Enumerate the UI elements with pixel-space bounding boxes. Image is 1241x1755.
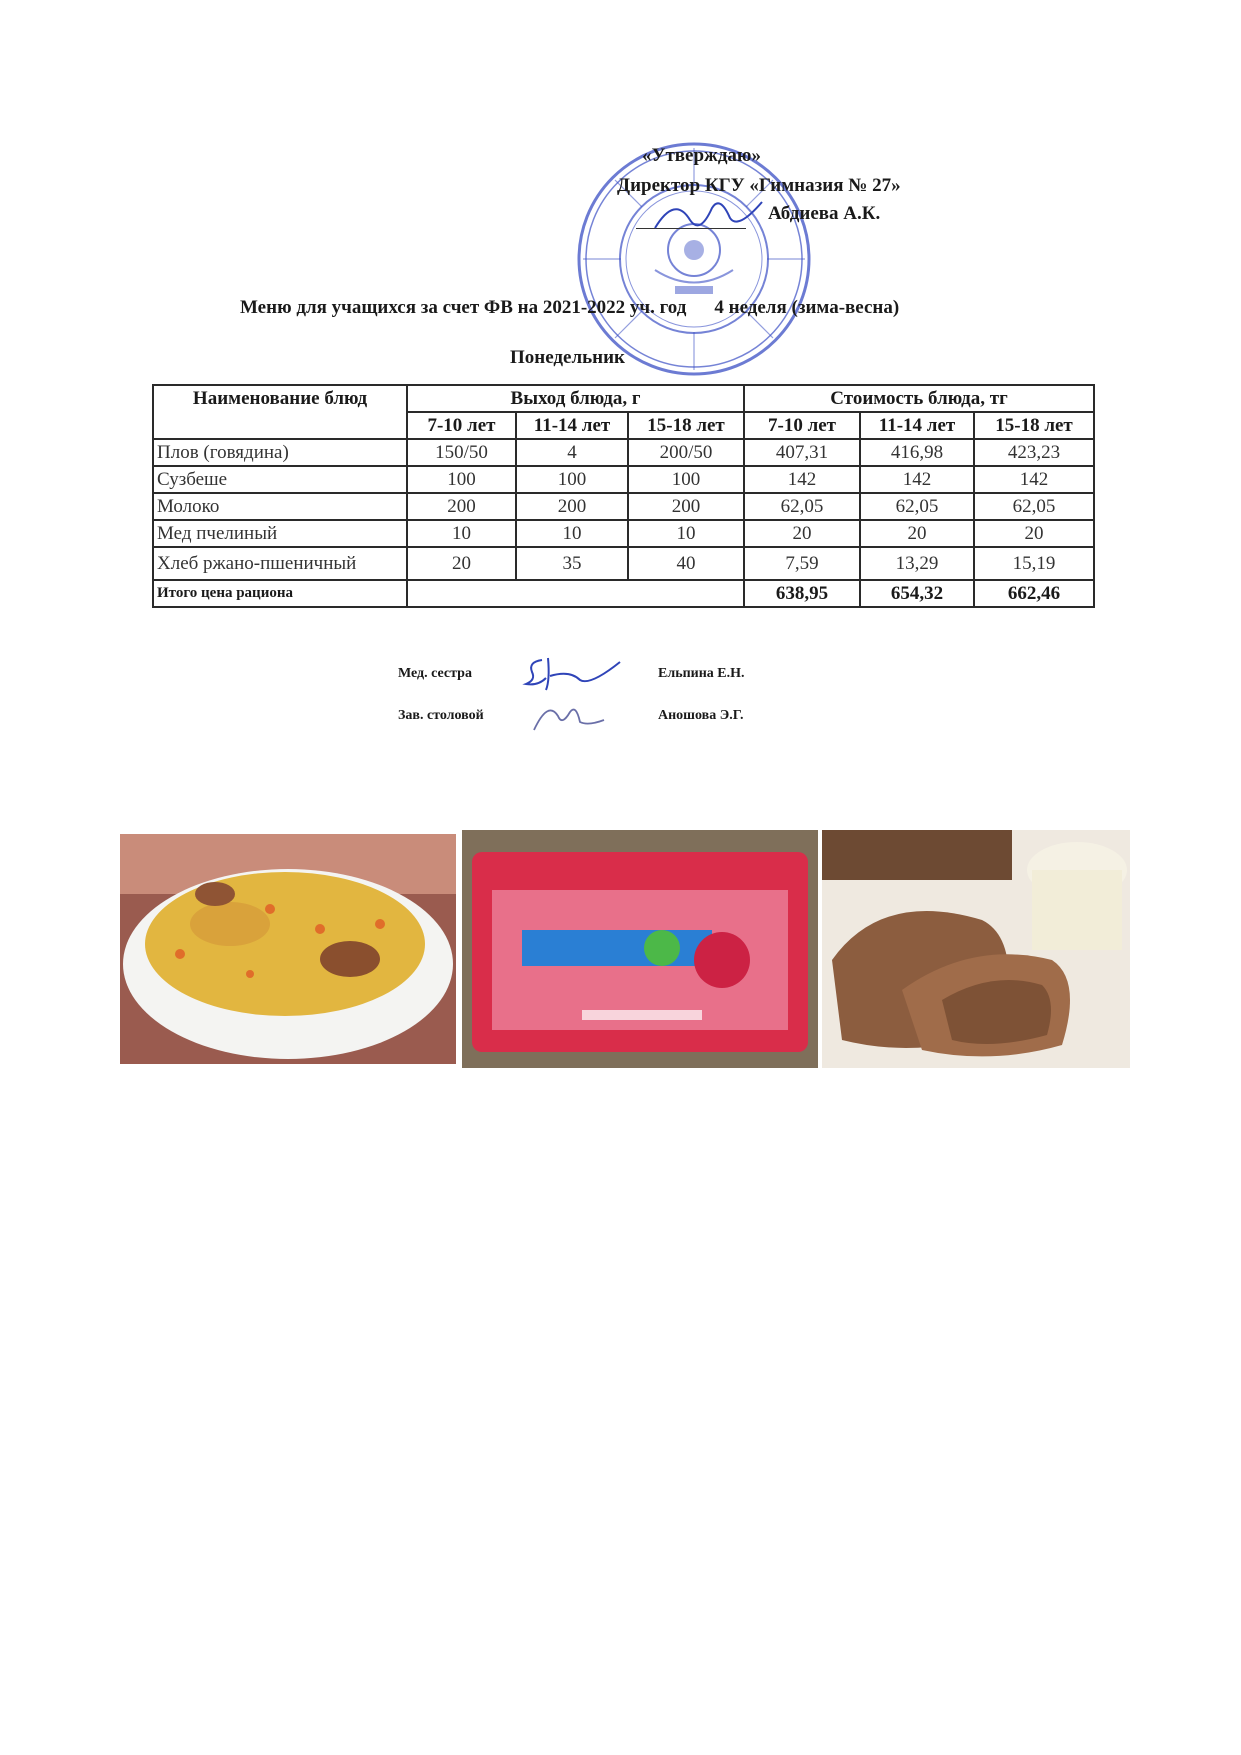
approval-director-name: Абдиева А.К.: [768, 203, 881, 224]
table-cell: 10: [628, 520, 744, 547]
total-row: [153, 580, 1094, 607]
age-group-header: 11-14 лет: [516, 412, 628, 439]
table-cell: 423,23: [974, 439, 1094, 466]
table-cell: 200: [407, 493, 516, 520]
table-header-row: [153, 385, 1094, 412]
age-group-header: 11-14 лет: [860, 412, 974, 439]
food-photos: [120, 830, 1130, 1068]
table-cell: 200: [516, 493, 628, 520]
table-row: [153, 547, 1094, 580]
table-row: [153, 439, 1094, 466]
table-cell: 142: [744, 466, 860, 493]
table-row: [153, 520, 1094, 547]
table-cell: 4: [516, 439, 628, 466]
table-cell: 40: [628, 547, 744, 580]
bread-milk-photo: [822, 830, 1130, 1068]
approval-position: Директор КГУ «Гимназия № 27»: [617, 175, 901, 196]
total-cost: 654,32: [860, 580, 974, 607]
table-cell: 62,05: [860, 493, 974, 520]
total-cost: 638,95: [744, 580, 860, 607]
table-cell: 35: [516, 547, 628, 580]
dish-name: Мед пчелиный: [153, 520, 407, 547]
table-cell: 15,19: [974, 547, 1094, 580]
table-cell: 20: [407, 547, 516, 580]
canteen-role: Зав. столовой: [398, 708, 484, 723]
age-group-header: 15-18 лет: [974, 412, 1094, 439]
nurse-signature: [520, 650, 630, 695]
table-cell: 13,29: [860, 547, 974, 580]
header-output: Выход блюда, г: [407, 385, 744, 412]
table-cell: 7,59: [744, 547, 860, 580]
total-empty-cell: [407, 580, 744, 607]
table-cell: 20: [860, 520, 974, 547]
table-cell: 416,98: [860, 439, 974, 466]
total-label: Итого цена рациона: [153, 580, 407, 607]
menu-week: 4 неделя (зима-весна): [714, 297, 900, 318]
table-cell: 200/50: [628, 439, 744, 466]
table-cell: 20: [974, 520, 1094, 547]
dish-name: Сузбеше: [153, 466, 407, 493]
header-cost: Стоимость блюда, тг: [744, 385, 1094, 412]
table-cell: 100: [407, 466, 516, 493]
table-cell: 142: [860, 466, 974, 493]
table-cell: 10: [516, 520, 628, 547]
nurse-role: Мед. сестра: [398, 666, 472, 681]
table-cell: 62,05: [974, 493, 1094, 520]
table-cell: 20: [744, 520, 860, 547]
dish-name: Плов (говядина): [153, 439, 407, 466]
day-of-week: Понедельник: [510, 347, 626, 368]
nurse-name: Ельпина Е.Н.: [658, 666, 745, 681]
pilaf-photo: [120, 830, 456, 1068]
menu-title-main: Меню для учащихся за счет ФВ на 2021-2022 уч. год: [240, 297, 687, 318]
table-cell: 407,31: [744, 439, 860, 466]
director-signature: [650, 190, 770, 240]
canteen-signature: [530, 696, 610, 736]
table-cell: 62,05: [744, 493, 860, 520]
dish-name: Хлеб ржано-пшеничный: [153, 547, 407, 580]
table-cell: 100: [628, 466, 744, 493]
table-cell: 142: [974, 466, 1094, 493]
dish-name: Молоко: [153, 493, 407, 520]
table-cell: 150/50: [407, 439, 516, 466]
age-group-header: 7-10 лет: [744, 412, 860, 439]
age-group-header: 15-18 лет: [628, 412, 744, 439]
suzbeshe-photo: [462, 830, 818, 1068]
table-row: [153, 466, 1094, 493]
table-cell: 200: [628, 493, 744, 520]
canteen-name: Аношова Э.Г.: [658, 708, 744, 723]
menu-title: [240, 297, 899, 319]
age-group-header: 7-10 лет: [407, 412, 516, 439]
table-cell: 100: [516, 466, 628, 493]
menu-table: [152, 384, 1095, 608]
approval-heading: «Утверждаю»: [642, 145, 761, 166]
table-cell: 10: [407, 520, 516, 547]
header-dish-name: Наименование блюд: [153, 385, 407, 439]
table-row: [153, 493, 1094, 520]
total-cost: 662,46: [974, 580, 1094, 607]
